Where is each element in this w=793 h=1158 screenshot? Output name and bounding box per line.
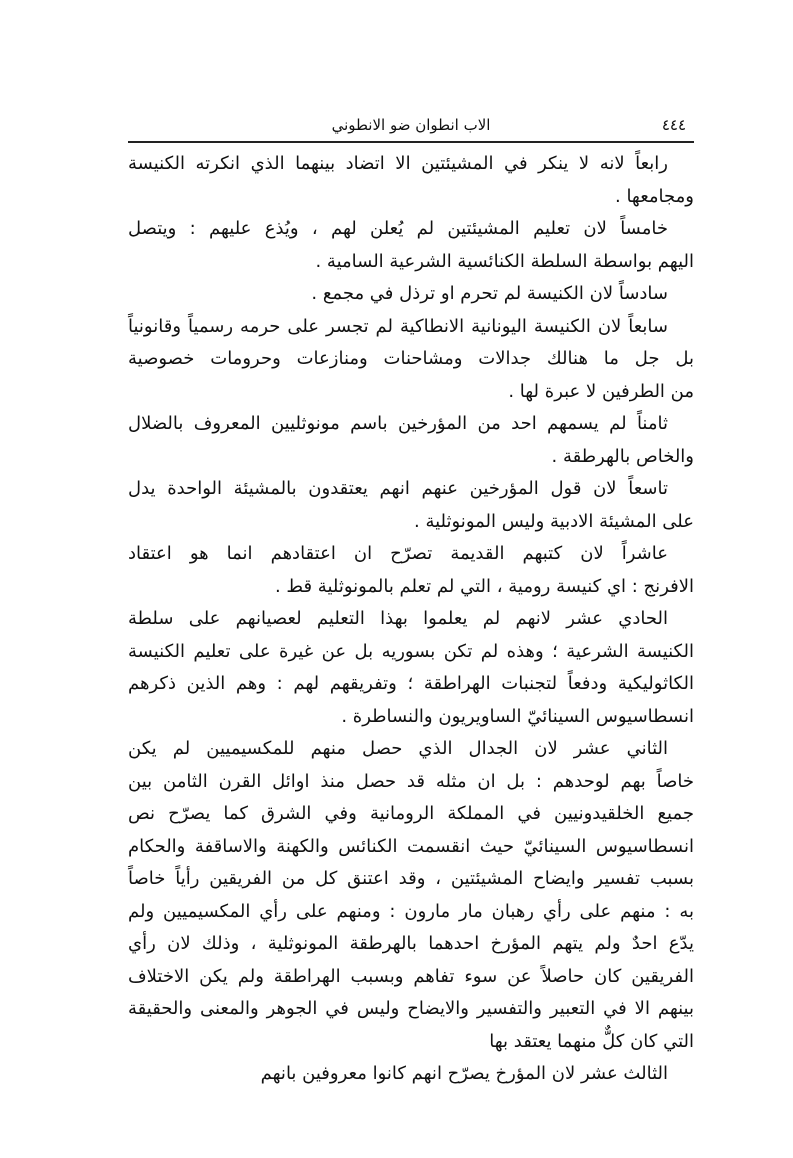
- text-line: الحادي عشر لانهم لم يعلموا بهذا التعليم لعصيانهم على سلطة: [128, 608, 668, 629]
- text-line: اليهم بواسطة السلطة الكنائسية الشرعية السامية .: [315, 250, 694, 272]
- text-line: سابعاً لان الكنيسة اليونانية الانطاكية لم تجسر على حرمه رسمياً وقانونياً: [128, 315, 668, 337]
- text-line: تاسعاً لان قول المؤرخين عنهم انهم يعتقدون بالمشيئة الواحدة يدل: [128, 478, 668, 499]
- text-line: والخاص بالهرطقة .: [551, 445, 694, 467]
- text-line: جميع الخلقيدونيين في المملكة الرومانية وفي الشرق كما يصرّح نص: [128, 803, 694, 824]
- paragraph: [128, 213, 694, 278]
- text-line: به : منهم على رأي رهبان مار مارون : ومنهم على رأي المكسيميين ولم: [128, 900, 694, 922]
- page-number: ٤٤٤: [661, 116, 686, 134]
- text-line: سادساً لان الكنيسة لم تحرم او ترذل في مجمع .: [311, 283, 668, 304]
- text-line: الكاثوليكية ودفعاً لتجنبات الهراطقة ؛ وتفريقهم لهم : وهم الذين ذكرهم: [128, 673, 694, 694]
- text-line: الثالث عشر لان المؤرخ يصرّح انهم كانوا معروفين بانهم: [260, 1063, 668, 1084]
- text-line: على المشيئة الادبية وليس المونوثلية .: [414, 510, 694, 532]
- text-line: خامساً لان تعليم المشيئتين لم يُعلن لهم ، ويُذع عليهم : ويتصل: [128, 218, 668, 239]
- text-line: انسطاسيوس السينائيّ حيث انقسمت الكنائس والكهنة والاساقفة والحكام: [128, 835, 694, 857]
- text-line: يدّع احدٌ ولم يتهم المؤرخ احدهما بالهرطقة المونوثلية ، وذلك لان رأي: [128, 933, 694, 954]
- text-line: ثامناً لم يسمهم احد من المؤرخين باسم مونوثليين المعروف بالضلال: [128, 413, 668, 434]
- running-title: الاب انطوان ضو الانطوني: [331, 116, 491, 134]
- text-line: رابعاً لانه لا ينكر في المشيئتين الا اتضاد بينهما الذي انكرته الكنيسة: [128, 153, 668, 174]
- text-line: بينهم الا في التعبير والتفسير والايضاح وليس في الجوهر والمعنى والحقيقة: [128, 998, 694, 1019]
- paragraph: [128, 473, 694, 538]
- paragraph: [128, 733, 694, 1058]
- text-line: الثاني عشر لان الجدال الذي حصل منهم للمكسيميين لم يكن: [128, 738, 668, 759]
- text-line: عاشراً لان كتبهم القديمة تصرّح ان اعتقادهم انما هو اعتقاد: [128, 543, 668, 564]
- text-line: بل جل ما هنالك جدالات ومشاحنات ومنازعات وحرومات خصوصية: [128, 348, 694, 369]
- paragraph: [128, 148, 694, 213]
- text-line: التي كان كلٌّ منهما يعتقد بها: [489, 1030, 694, 1052]
- header-rule: [128, 141, 694, 143]
- paragraph: [128, 278, 694, 311]
- paragraph: [128, 603, 694, 733]
- paragraph: [128, 1058, 694, 1091]
- paragraph: [128, 408, 694, 473]
- page-header: [128, 116, 694, 140]
- text-line: الكنيسة الشرعية ؛ وهذه لم تكن بسوريه بل عن غيرة على تعليم الكنيسة: [128, 640, 694, 662]
- text-line: الفريقين كان حاصلاً عن سوء تفاهم وبسبب الهراطقة ولم يكن الاختلاف: [128, 965, 694, 987]
- text-line: انسطاسيوس السينائيّ الساويريون والنساطرة .: [341, 705, 694, 727]
- page-body: [128, 148, 694, 1091]
- paragraph: [128, 538, 694, 603]
- text-line: خاصاً بهم لوحدهم : بل ان مثله قد حصل منذ اوائل القرن الثامن بين: [128, 770, 694, 792]
- paragraph: [128, 311, 694, 409]
- text-line: من الطرفين لا عبرة لها .: [508, 380, 694, 402]
- text-line: بسبب تفسير وايضاح المشيئتين ، وقد اعتنق كل من الفريقين رأياً خاصاً: [128, 868, 694, 889]
- text-line: الافرنج : اي كنيسة رومية ، التي لم تعلم بالمونوثلية قط .: [274, 575, 694, 597]
- text-line: ومجامعها .: [615, 185, 694, 207]
